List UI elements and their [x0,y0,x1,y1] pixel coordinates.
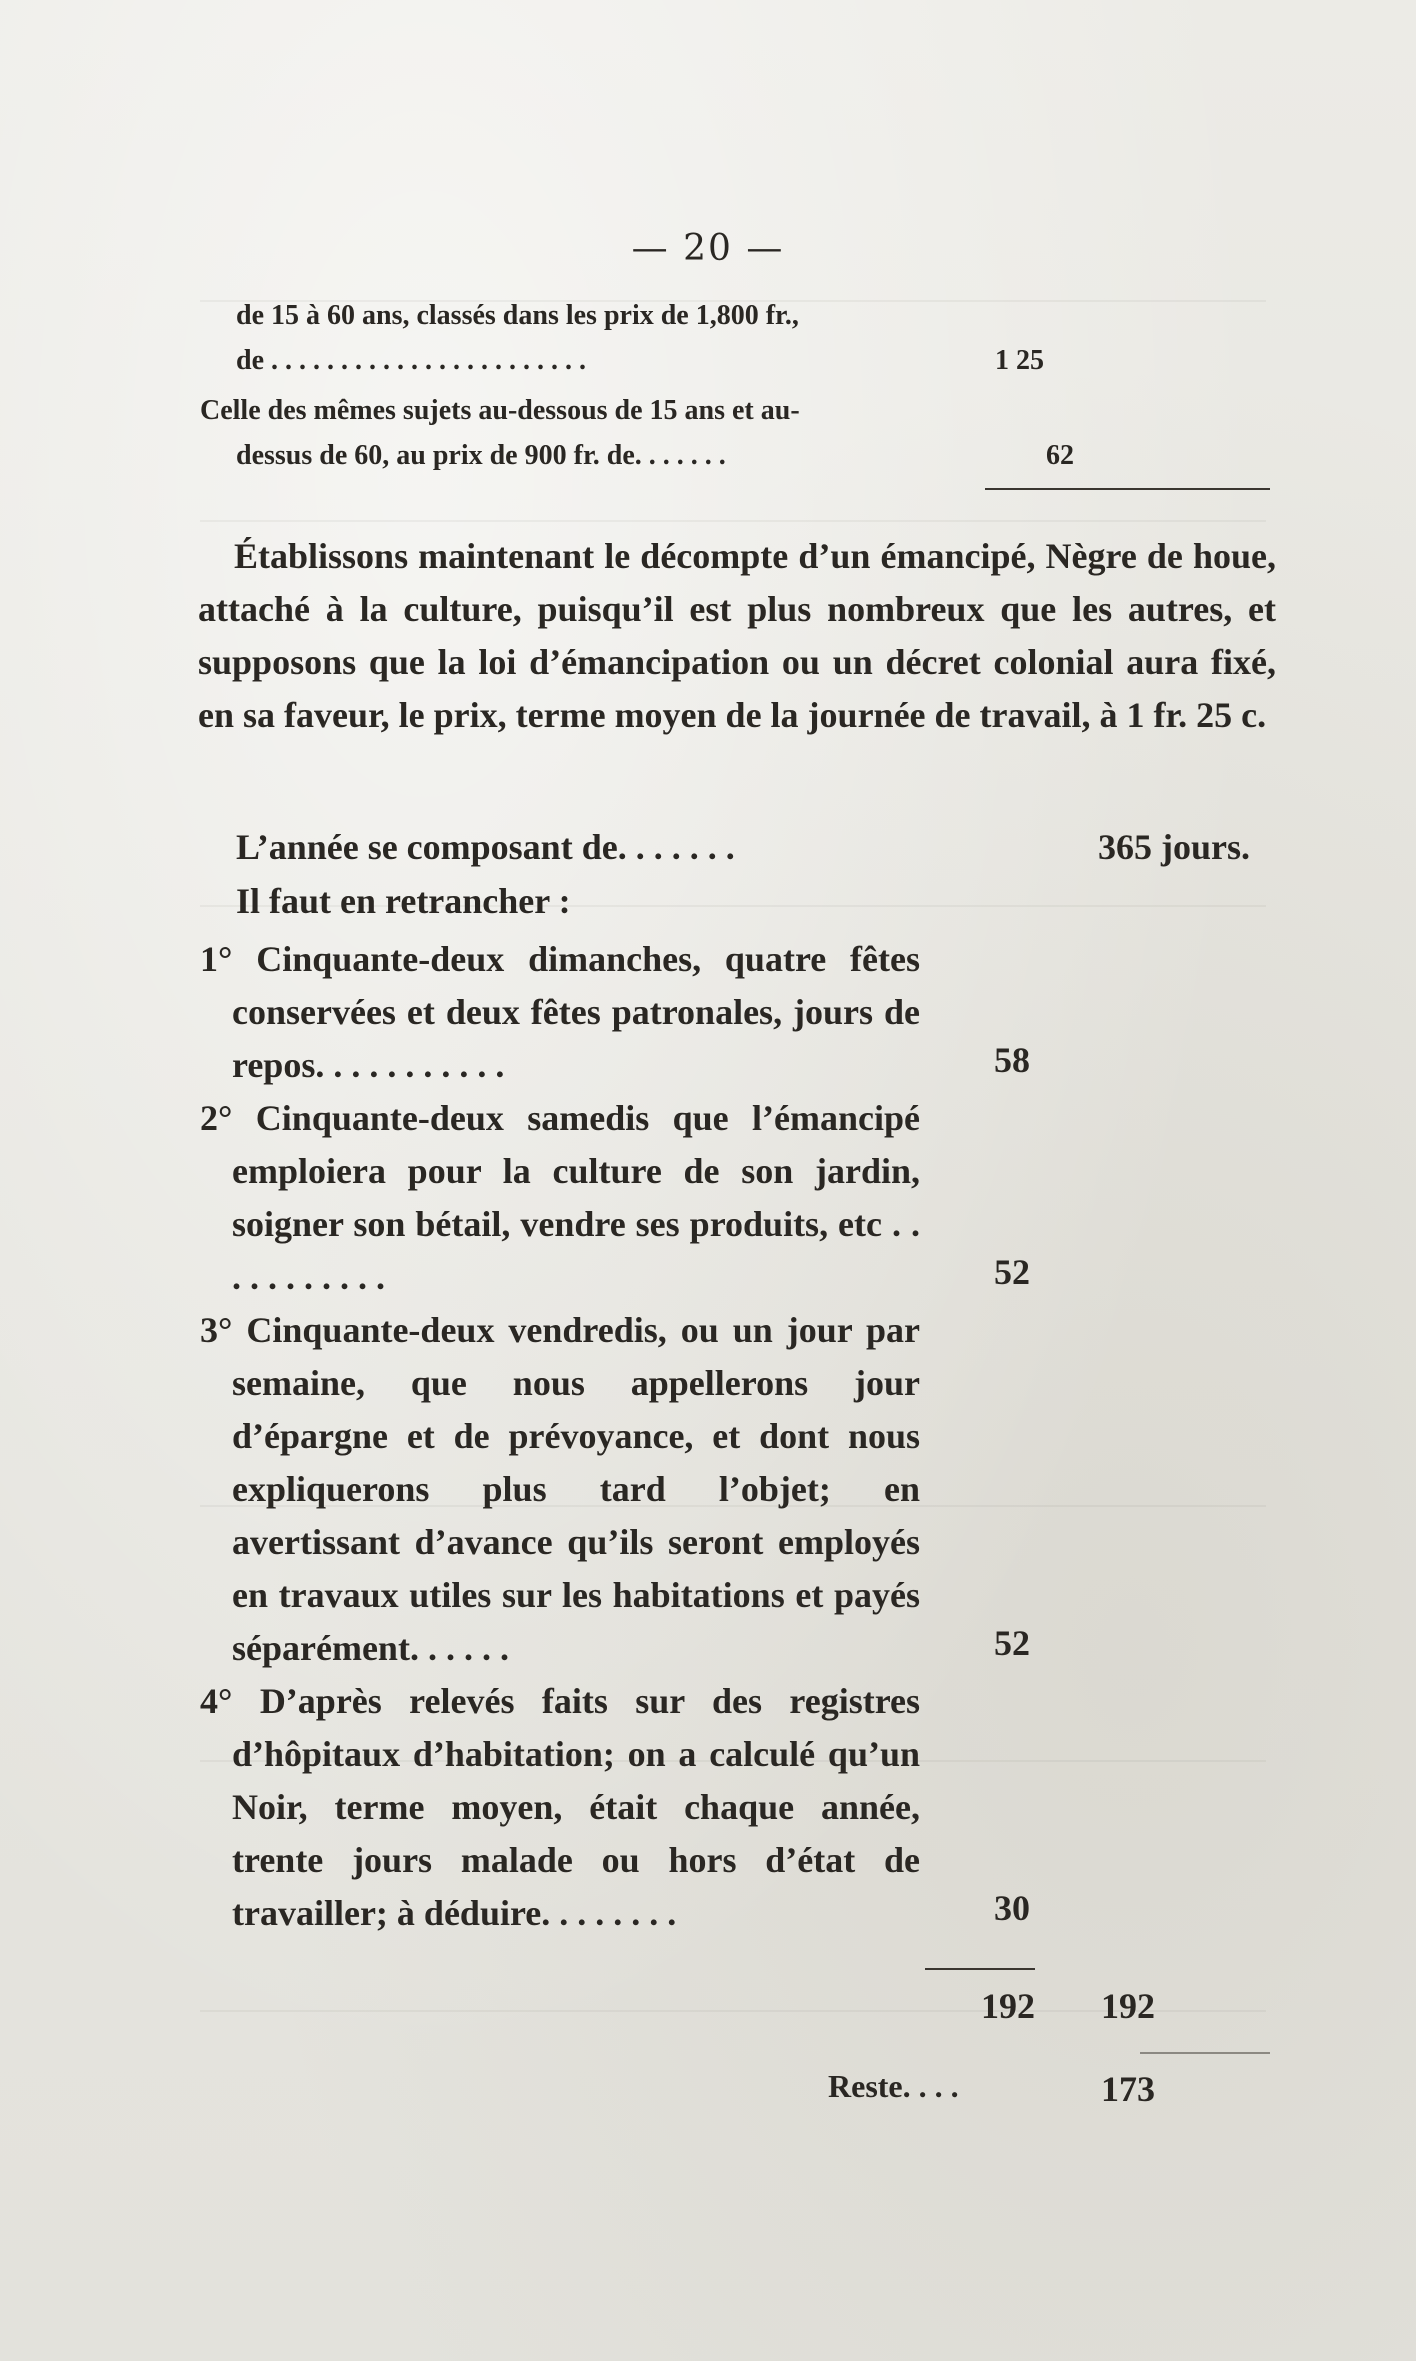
reste-value: 173 [1101,2069,1155,2109]
deduction-value-2: 52 [994,1252,1030,1292]
deduction-item-3 [200,1304,920,1675]
sum-rule [925,1968,1035,1970]
page-number: — 20 — [631,228,785,269]
item-marker: 4° [200,1681,233,1721]
deduction-value-1: 58 [994,1040,1030,1080]
item-marker: 1° [200,939,233,979]
reste-label: Reste. . . . [828,2068,959,2104]
year-line-label: L’année se composant de. . . . . . . [236,827,735,867]
subtotal-rule [985,488,1270,490]
deduction-value-3: 52 [994,1623,1030,1663]
carryover-line-2-value: 1 25 [995,345,1044,376]
carryover-line-1: de 15 à 60 ans, classés dans les prix de 1,800 fr., [236,300,799,331]
deduction-item-1 [200,933,920,1092]
reste-rule [1140,2052,1270,2054]
carryover-line-4-label: dessus de 60, au prix de 900 fr. de. . . . . . . [236,440,726,471]
bleed-through-line [200,520,1266,522]
deduction-value-4: 30 [994,1888,1030,1928]
subtract-line: Il faut en retrancher : [236,881,571,921]
deduction-item-4 [200,1675,920,1940]
carryover-line-2-label: de . . . . . . . . . . . . . . . . . . . . . . . [236,345,586,376]
carryover-line-3: Celle des mêmes sujets au-dessous de 15 ans et au- [200,395,800,426]
item-text: Cinquante-deux samedis que l’émancipé emploiera pour la culture de son jardin, soigner son bétail, vendre ses produits, etc . . . . . . . . . . . [232,1098,920,1297]
body-paragraph: Établissons maintenant le décompte d’un émancipé, Nègre de houe, attaché à la culture, puisqu’il est plus nombreux que les autres, et supposons que la loi d’émancipation ou un décret colonial aura fixé, en sa faveur, le prix, terme moyen de la journée de travail, à 1 fr. 25 c. [198,536,1276,735]
item-marker: 3° [200,1310,233,1350]
deduction-item-2 [200,1092,920,1304]
item-text: D’après relevés faits sur des registres d’hôpitaux d’habitation; on a calculé qu’un Noir, terme moyen, était chaque année, trente jours malade ou hors d’état de travailler; à déduire. . . . . . . . [232,1681,921,1933]
item-text: Cinquante-deux dimanches, quatre fêtes conservées et deux fêtes patronales, jours de repos. . . . . . . . . . . [232,939,920,1085]
sum-left: 192 [981,1986,1035,2026]
sum-right: 192 [1101,1986,1155,2026]
carryover-line-4-value: 62 [1046,440,1074,471]
item-marker: 2° [200,1098,233,1138]
item-text: Cinquante-deux vendredis, ou un jour par semaine, que nous appellerons jour d’épargne et de prévoyance, et dont nous expliquerons plus tard l’objet; en avertissant d’avance qu’ils seront employés en travaux utiles sur les habitations et payés séparément. . . . . . [232,1310,921,1668]
year-line-value: 365 jours. [1098,827,1250,867]
